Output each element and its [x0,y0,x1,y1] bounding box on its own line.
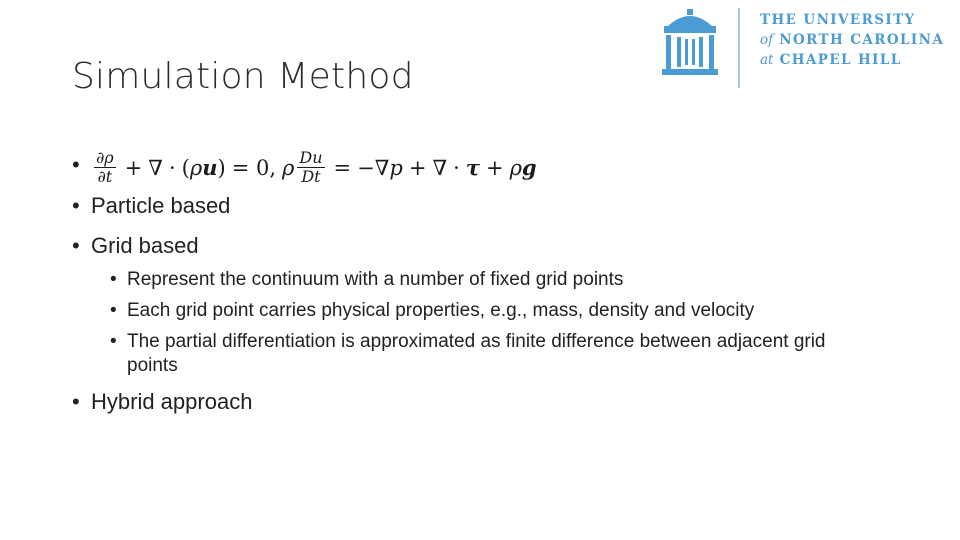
bullet-grid-based [72,232,932,260]
sub-bullet-text: The partial differentiation is approximated as finite difference between adjacent grid points [127,331,826,376]
navier-stokes-equation: $\frac{\partial\rho}{\partial t}$ + ∇ · ( ρ u ) = 0, ρ $\frac{Du}{Dt}$ = −∇ p + ∇ · τ + ρ g [96,148,537,186]
wordmark-line-1: THE UNIVERSITY [760,12,916,28]
bullet-particle-based [72,192,932,220]
bullet-text: Particle based [91,193,231,218]
logo-divider [738,8,740,88]
sub-bullet-text: Each grid point carries physical properties, e.g., mass, density and velocity [127,300,755,321]
bullet-marker: • [110,331,117,352]
unc-logo [660,6,960,86]
wordmark-of: of [760,32,774,48]
bullet-marker: • [72,233,80,258]
bullet-marker: • [72,193,80,218]
sub-bullet [72,268,932,292]
bullet-marker: • [72,389,80,414]
sub-bullet [72,299,932,323]
wordmark-line-2 [760,30,944,50]
bullet-text: Grid based [91,233,199,258]
university-wordmark [760,10,944,70]
wordmark-north-carolina: NORTH CAROLINA [779,32,945,48]
bullet-list [72,142,932,428]
bullet-marker: • [110,300,117,321]
grid-based-sublist [72,268,932,378]
wordmark-at: at [760,52,774,68]
sub-bullet [72,330,847,378]
fraction-drho-dt: $\frac{\partial\rho}{\partial t}$ [96,148,114,186]
old-well-icon [660,6,720,78]
fraction-du-dt: $\frac{Du}{Dt}$ [299,148,323,186]
bullet-text: Hybrid approach [91,389,253,414]
wordmark-chapel-hill: CHAPEL HILL [779,52,902,68]
bullet-equations [72,142,932,186]
bullet-marker: • [72,152,80,177]
bullet-marker: • [110,269,117,290]
slide-title: Simulation Method [72,56,414,97]
bullet-hybrid-approach [72,388,932,416]
sub-bullet-text: Represent the continuum with a number of fixed grid points [127,269,624,290]
wordmark-line-3 [760,50,944,70]
